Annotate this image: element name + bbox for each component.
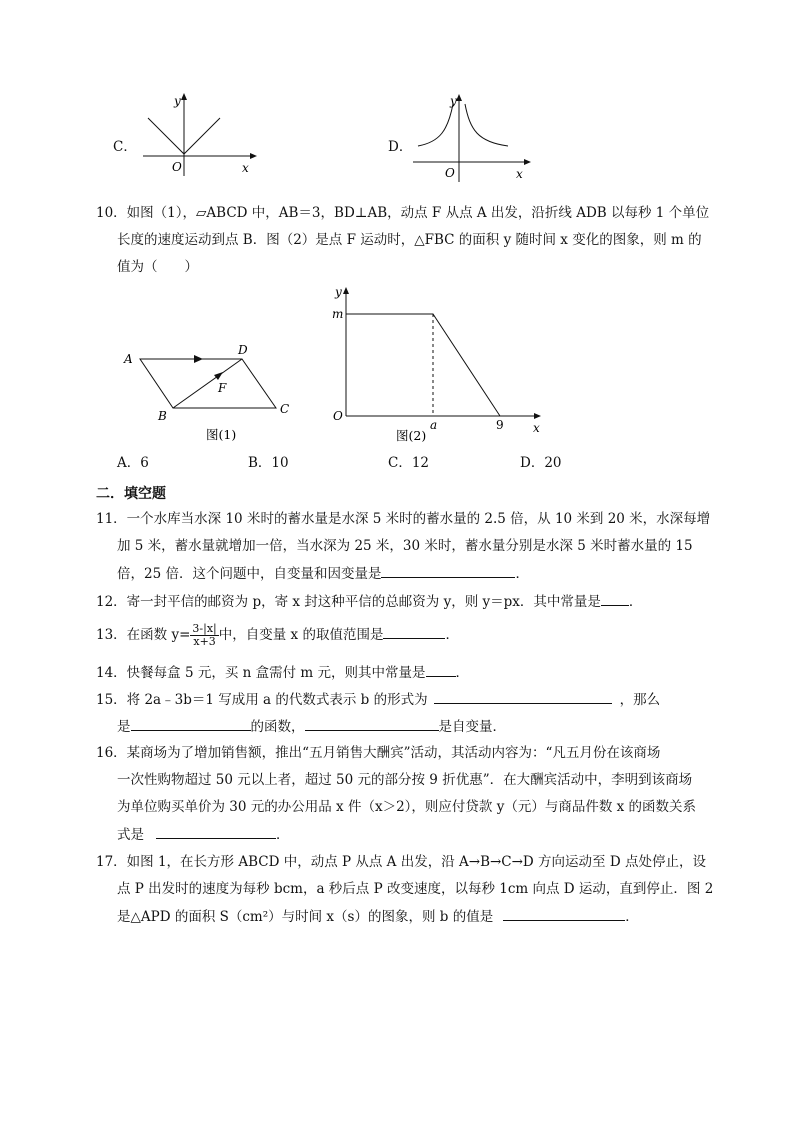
q13-numerator: 3-|x| bbox=[192, 622, 217, 635]
q15-text-is: 是 bbox=[117, 719, 131, 735]
q17-answer-blank[interactable] bbox=[503, 906, 625, 921]
figure-1-caption: 图(1) bbox=[206, 427, 237, 442]
q10-option-d: D．20 bbox=[520, 455, 562, 471]
q11-line-1: 11．一个水库当水深 10 米时的蓄水量是水深 5 米时的蓄水量的 2.5 倍，从 10 米到 20 米，水深每增 bbox=[96, 511, 711, 527]
figure-2-caption: 图(2) bbox=[396, 428, 427, 443]
q10-figure-1 bbox=[118, 340, 298, 450]
q11-end: ． bbox=[515, 566, 529, 582]
q13-fraction bbox=[190, 623, 218, 648]
q16-line-3: 为单位购买单价为 30 元的办公用品 x 件（x＞2），则应付贷款 y（元）与商品件数 x 的函数关系 bbox=[117, 799, 697, 815]
m-label: m bbox=[332, 307, 344, 321]
origin-label: O bbox=[172, 160, 182, 174]
q14-text: 14．快餐每盒 5 元，买 n 盒需付 m 元，则其中常量是 bbox=[96, 665, 426, 681]
q11-text: 倍，25 倍．这个问题中，自变量和因变量是 bbox=[117, 566, 382, 582]
label-b: B bbox=[158, 409, 167, 423]
left-curve bbox=[418, 104, 453, 146]
x-label: x bbox=[533, 421, 540, 435]
q15-text: 15．将 2a﹣3b＝1 写成用 a 的代数式表示 b 的形式为 bbox=[96, 692, 428, 708]
q9-graph-d bbox=[410, 92, 532, 184]
q13-prefix: 13．在函数 y= bbox=[96, 627, 191, 643]
q15-text-then: ，那么 bbox=[619, 692, 661, 708]
q10-option-c: C．12 bbox=[388, 455, 430, 471]
q10-line-2: 长度的速度运动到点 B．图（2）是点 F 运动时，△FBC 的面积 y 随时间 x 变化的图象，则 m 的 bbox=[117, 232, 702, 248]
q12-text: 12．寄一封平信的邮资为 p，寄 x 封这种平信的总邮资为 y，则 y＝px．其中常量是 bbox=[96, 594, 601, 610]
q16-line-4 bbox=[117, 824, 290, 845]
q15-text-function: 的函数， bbox=[250, 719, 305, 735]
y-label: y bbox=[335, 285, 342, 299]
q12-answer-blank[interactable] bbox=[601, 591, 629, 606]
q13-line bbox=[96, 620, 459, 650]
section-title: 二．填空题 bbox=[96, 486, 166, 502]
graph-line bbox=[346, 314, 500, 416]
a-label: a bbox=[430, 418, 438, 432]
q14-line bbox=[96, 662, 469, 683]
q15-line-1 bbox=[96, 689, 660, 710]
x-axis-arrow bbox=[250, 153, 257, 159]
arrow-db bbox=[214, 372, 223, 380]
q17-line-1: 17．如图 1，在长方形 ABCD 中，动点 P 从点 A 出发，沿 A→B→C→D 方向运动至 D 点处停止，设 bbox=[96, 854, 706, 870]
q15-text-variable: 是自变量． bbox=[438, 719, 506, 735]
q17-line-2: 点 P 出发时的速度为每秒 bcm，a 秒后点 P 改变速度，以每秒 1cm 向点 D 运动，直到停止．图 2 bbox=[117, 881, 714, 897]
q13-suffix: 中，自变量 x 的取值范围是 bbox=[218, 627, 384, 643]
q16-text: 式是 bbox=[117, 827, 144, 843]
label-a: A bbox=[124, 352, 133, 366]
q14-end: ． bbox=[455, 665, 470, 681]
right-curve bbox=[465, 104, 508, 146]
q16-end: ． bbox=[276, 827, 290, 843]
origin-label: O bbox=[445, 166, 455, 180]
x-label: x bbox=[516, 167, 523, 181]
y-axis-arrow bbox=[456, 94, 462, 101]
q11-line-2: 加 5 米，蓄水量就增加一倍，当水深为 25 米，30 米时，蓄水量分别是水深 5 米时蓄水量的 15 bbox=[117, 538, 693, 554]
option-c-label: C． bbox=[113, 139, 137, 155]
q12-line bbox=[96, 591, 642, 612]
q15-blank-3[interactable] bbox=[305, 716, 439, 731]
q12-end: ． bbox=[628, 594, 643, 610]
q17-text: 是△APD 的面积 S（cm²）与时间 x（s）的图象，则 b 的值是 bbox=[117, 909, 494, 925]
origin-label: O bbox=[333, 409, 343, 423]
arrow-ad bbox=[194, 355, 203, 363]
q9-graph-c bbox=[138, 92, 258, 180]
q15-blank-2[interactable] bbox=[131, 716, 251, 731]
x-axis-arrow bbox=[534, 413, 541, 419]
q10-option-b: B．10 bbox=[248, 455, 289, 471]
y-label: y bbox=[450, 94, 457, 108]
q17-line-3 bbox=[117, 906, 639, 927]
q10-figure-2 bbox=[330, 282, 550, 447]
q13-answer-blank[interactable] bbox=[383, 624, 445, 639]
diagonal-bd bbox=[173, 359, 242, 408]
q15-blank-1[interactable] bbox=[434, 689, 612, 704]
q17-end: ． bbox=[625, 909, 639, 925]
label-c: C bbox=[280, 402, 290, 416]
q13-end: ． bbox=[445, 627, 459, 643]
q16-line-1: 16．某商场为了增加销售额，推出“五月销售大酬宾”活动，其活动内容为：“凡五月份在该商场 bbox=[96, 745, 661, 761]
x-axis-arrow bbox=[524, 159, 531, 165]
q16-answer-blank[interactable] bbox=[156, 824, 276, 839]
q14-answer-blank[interactable] bbox=[426, 662, 456, 677]
x-label: x bbox=[242, 161, 249, 175]
q16-line-2: 一次性购物超过 50 元以上者，超过 50 元的部分按 9 折优惠”．在大酬宾活动中，李明到该商场 bbox=[117, 772, 693, 788]
label-d: D bbox=[238, 343, 248, 357]
q13-denominator: x+3 bbox=[193, 635, 216, 648]
y-label: y bbox=[174, 94, 181, 108]
y-axis-arrow bbox=[343, 287, 349, 294]
y-axis-arrow bbox=[181, 93, 187, 100]
label-f: F bbox=[218, 381, 227, 395]
q10-line-3: 值为（ ） bbox=[117, 259, 198, 275]
q11-line-3 bbox=[117, 563, 529, 584]
q10-option-a: A．6 bbox=[117, 455, 149, 471]
nine-label: 9 bbox=[496, 418, 504, 432]
option-d-label: D． bbox=[388, 139, 413, 155]
q10-line-1: 10．如图（1），▱ABCD 中，AB＝3，BD⊥AB，动点 F 从点 A 出发，沿折线 ADB 以每秒 1 个单位 bbox=[96, 205, 710, 221]
q15-line-2 bbox=[117, 716, 506, 737]
q11-answer-blank[interactable] bbox=[381, 563, 515, 578]
